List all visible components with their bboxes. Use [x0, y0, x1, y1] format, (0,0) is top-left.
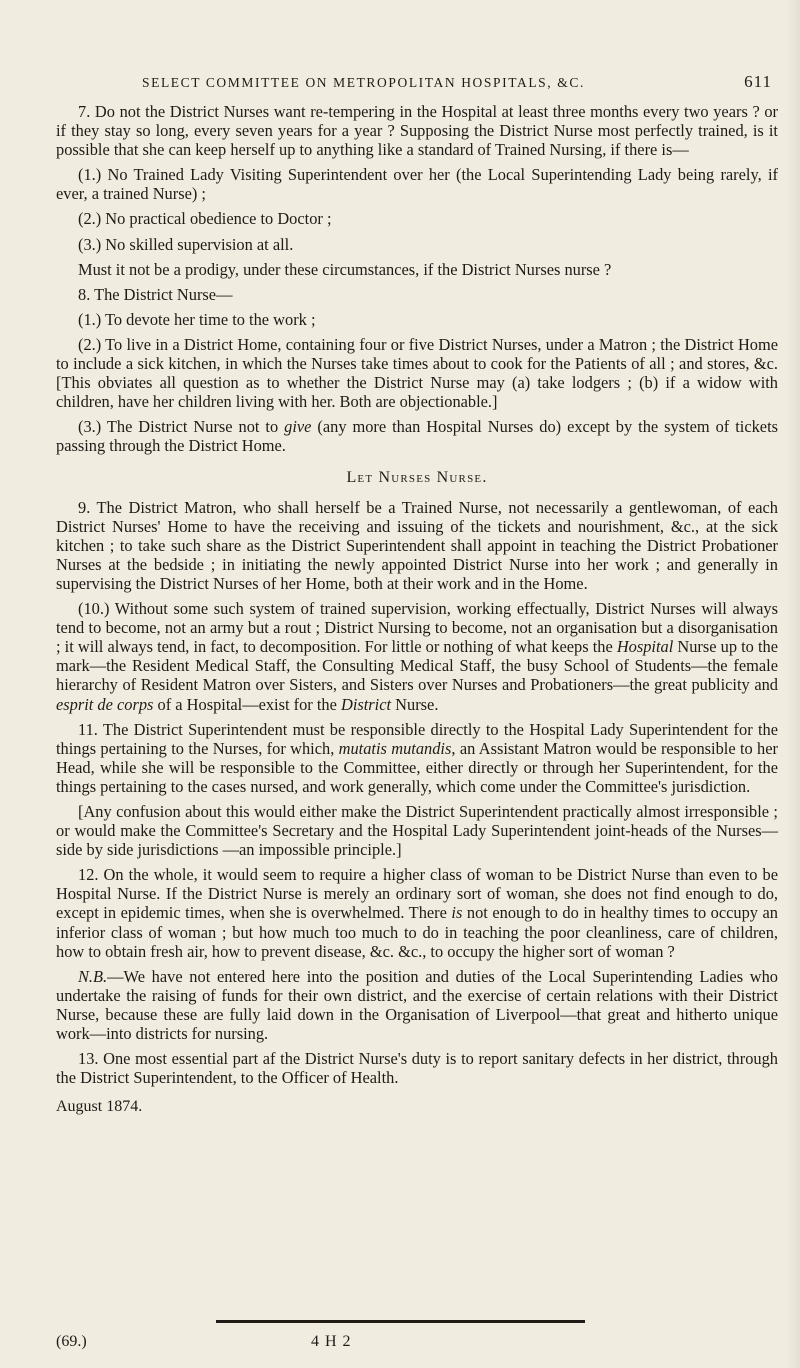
paragraph-7-item-2: (2.) No practical obedience to Doctor ;	[78, 209, 332, 229]
paragraph-7-item-1: (1.) No Trained Lady Visiting Superintendent over her (the Local Superintending Lady being rarely, if ever, a trained Nurse) ;	[56, 165, 778, 204]
nb-label: N.B.	[78, 966, 108, 986]
text-run: 12. On the whole, it would seem to require a higher class of woman to be District Nurse than even to be Hospital Nurse. If the District Nurse is merely an ordinary sort of woman, she does not find enough to do, except in epidemic times, when she is overwhelmed. There	[56, 865, 778, 923]
text-run: Nurse.	[391, 694, 439, 714]
section-heading: Let Nurses Nurse.	[346, 468, 488, 486]
emphasis: District	[340, 694, 392, 714]
paragraph-7-conclusion: Must it not be a prodigy, under these circumstances, if the District Nurses nurse ?	[78, 259, 612, 279]
emphasis: is	[451, 903, 463, 923]
footer-rule	[216, 1320, 585, 1323]
page-edge-shadow	[786, 0, 800, 1368]
text-run: (3.) The District Nurse not to	[78, 417, 285, 437]
text-run: of a Hospital—exist for the	[153, 694, 341, 714]
text-run: not enough to do in healthy times to occupy an inferior class of woman ; but how much too much to do in teaching the poor cleanliness, care of children, how to obtain fresh air, how to prevent disease, &c. &c., to occupy the higher sort of woman ?	[56, 903, 778, 961]
text-run: (10.) Without some such system of trained supervision, working effectually, District Nurses will always tend to become, not an army but a rout ; District Nursing to become, not an organisation but a disorganisation ; it will always tend, in fact, to decomposition. For little or nothing of what keeps the	[56, 599, 778, 657]
paragraph-7: 7. Do not the District Nurses want re-tempering in the Hospital at least three months every two years ? or if they stay so long, every seven years for a year ? Supposing the District Nurse most perfectly trained, is it possible that she can keep herself up to anything like a standard of Trained Nursing, if there is—	[56, 102, 778, 160]
text-run: —We have not entered here into the position and duties of the Local Superintending Ladies who undertake the raising of funds for their own district, and the exercise of certain relations with their District Nurse, because these are fully laid down in the Organisation of Liverpool—that great and hitherto unique work—into districts for nursing.	[56, 966, 778, 1044]
header-title: SELECT COMMITTEE ON METROPOLITAN HOSPITALS, &C.	[142, 75, 585, 90]
text-run: 11. The District Superintendent must be responsible directly to the Hospital Lady Superintendent for the things pertaining to the Nurses, for which,	[56, 719, 778, 758]
emphasis: Hospital	[616, 637, 674, 657]
paragraph-8-item-3	[56, 417, 778, 455]
paragraph-11	[56, 720, 778, 796]
paragraph-10	[56, 599, 778, 714]
document-body	[56, 102, 778, 1122]
emphasis: give	[284, 417, 312, 437]
text-run: , an Assistant Matron would be responsible to her Head, while she will be responsible to the Committee, either directly or through her Superintendent, for the things pertaining to the cases nursed, and work generally, which come under the Committee's jurisdiction.	[56, 738, 778, 796]
paragraph-11-note: [Any confusion about this would either make the District Superintendent practically almost irresponsible ; or would make the Committee's Secretary and the Hospital Lady Superintendent joint-heads of the Nurses—side by side jurisdictions —an impossible principle.]	[56, 802, 778, 860]
paragraph-12	[56, 865, 778, 960]
emphasis: esprit de corps	[56, 694, 154, 714]
paragraph-13: 13. One most essential part af the District Nurse's duty is to report sanitary defects in her district, through the District Superintendent, to the Officer of Health.	[56, 1049, 778, 1088]
page-number: 611	[744, 72, 772, 91]
running-header	[142, 72, 772, 92]
paragraph-8-item-2: (2.) To live in a District Home, containing four or five District Nurses, under a Matron ; the District Home to include a sick kitchen, in which the Nurses take times about to cook for the Patients of all ; and stores, &c. [This obviates all question as to whether the District Nurse may (a) take lodgers ; (b) if a widow with children, have her children living with her. Both are objectionable.]	[56, 334, 778, 412]
paragraph-7-item-3: (3.) No skilled supervision at all.	[78, 234, 294, 254]
signature-mark: 4 H 2	[311, 1333, 352, 1350]
paragraph-8-item-1: (1.) To devote her time to the work ;	[78, 309, 316, 329]
date-line: August 1874.	[56, 1098, 143, 1116]
text-run: (any more than Hospital Nurses do) except by the system of tickets passing through the District Home.	[56, 417, 779, 456]
text-run: Nurse up to the mark—the Resident Medical Staff, the Consulting Medical Staff, the busy School of Students—the female hierarchy of Resident Matron over Sisters, and Sisters over Nurses and Probationers—the great publicity and	[56, 637, 778, 695]
paragraph-9: 9. The District Matron, who shall herself be a Trained Nurse, not necessarily a gentlewoman, of each District Nurses' Home to have the receiving and issuing of the tickets and nourishment, &c., at the sick kitchen ; to take such share as the District Superintendent shall appoint in teaching the District Probationer Nurses at the bedside ; in initiating the newly appointed District Nurse into her work ; and generally in supervising the District Nurses of her Home, both at their work and in the Home.	[56, 497, 778, 593]
footer-number: (69.)	[56, 1333, 87, 1350]
nota-bene	[56, 967, 778, 1043]
emphasis: mutatis mutandis	[338, 738, 452, 758]
paragraph-8: 8. The District Nurse—	[78, 284, 233, 304]
